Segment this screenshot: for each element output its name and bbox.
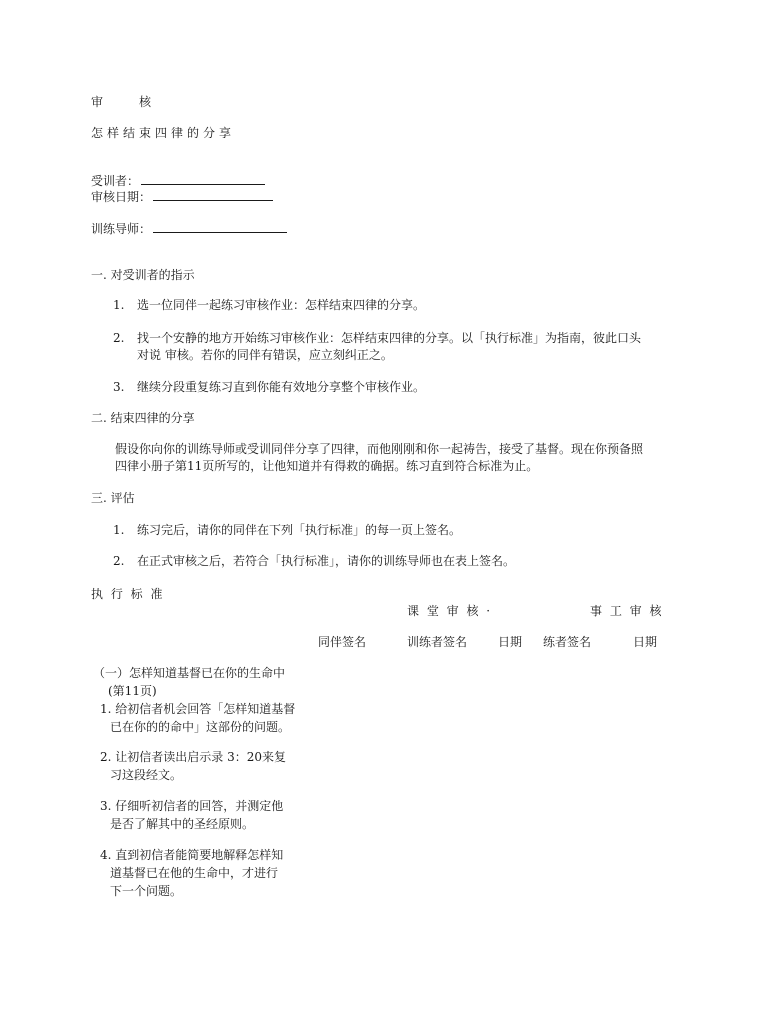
col-partner-signature: 同伴签名 (318, 635, 367, 649)
section-2-title: 二. 结束四律的分享 (91, 411, 195, 425)
list-item: 1. 选一位同伴一起练习审核作业：怎样结束四律的分享。 (113, 298, 426, 312)
doc-heading: 审 核 (91, 95, 164, 109)
group-field-review: 事 工 审 核 (590, 604, 664, 618)
section-1-title: 一. 对受训者的指示 (91, 268, 195, 282)
list-item: 3. 继续分段重复练习直到你能有效地分享整个审核作业。 (113, 380, 426, 394)
date-field (91, 188, 273, 205)
list-item: 1. 练习完后，请你的同伴在下列「执行标准」的每一页上签名。 (113, 523, 462, 537)
criteria-page-ref: (第11页) (108, 684, 157, 698)
list-item: 2. 找一个安静的地方开始练习审核作业：怎样结束四律的分享。以「执行标准」为指南，彼此口头 对说 审核。若你的同伴有错误，应立刻纠正之。 (113, 331, 642, 362)
standards-title: 执 行 标 准 (91, 587, 165, 601)
list-item: 4. 直到初信者能简要地解释怎样知 道基督已在他的生命中，才进行 下一个问题。 (100, 848, 284, 898)
mentor-label: 训练导师： (91, 222, 152, 236)
list-item: 2. 让初信者读出启示录 3：20来复 习这段经文。 (100, 750, 286, 782)
date-blank[interactable] (153, 188, 273, 201)
col-date-1: 日期 (498, 635, 523, 649)
section-2-line-1: 假设你向你的训练导师或受训同伴分享了四律，而他刚刚和你一起祷告，接受了基督。现在你预备照 (115, 442, 644, 456)
trainee-label: 受训者： (91, 174, 140, 188)
trainee-blank[interactable] (141, 172, 265, 185)
col-trainer-signature: 训练者签名 (407, 635, 468, 649)
mentor-field (91, 220, 287, 237)
col-date-2: 日期 (633, 635, 658, 649)
list-item: 3. 仔细听初信者的回答，并测定他 是否了解其中的圣经原则。 (100, 799, 284, 831)
criteria-heading: （一）怎样知道基督已在你的生命中 (93, 666, 286, 680)
mentor-blank[interactable] (153, 220, 287, 233)
trainee-field (91, 172, 265, 189)
col-practitioner-signature: 练者签名 (543, 635, 592, 649)
section-3-title: 三. 评估 (91, 491, 135, 505)
doc-title: 怎样结束四律的分享 (91, 126, 236, 140)
section-2-line-2: 四律小册子第11页所写的，让他知道并有得救的确据。练习直到符合标准为止。 (115, 459, 539, 473)
date-label: 审核日期： (91, 190, 152, 204)
group-class-review: 课 堂 审 核 · (407, 604, 493, 618)
list-item: 2. 在正式审核之后，若符合「执行标准」，请你的训练导师也在表上签名。 (113, 554, 516, 568)
list-item: 1. 给初信者机会回答「怎样知道基督 已在你的的命中」这部份的问题。 (100, 702, 296, 734)
